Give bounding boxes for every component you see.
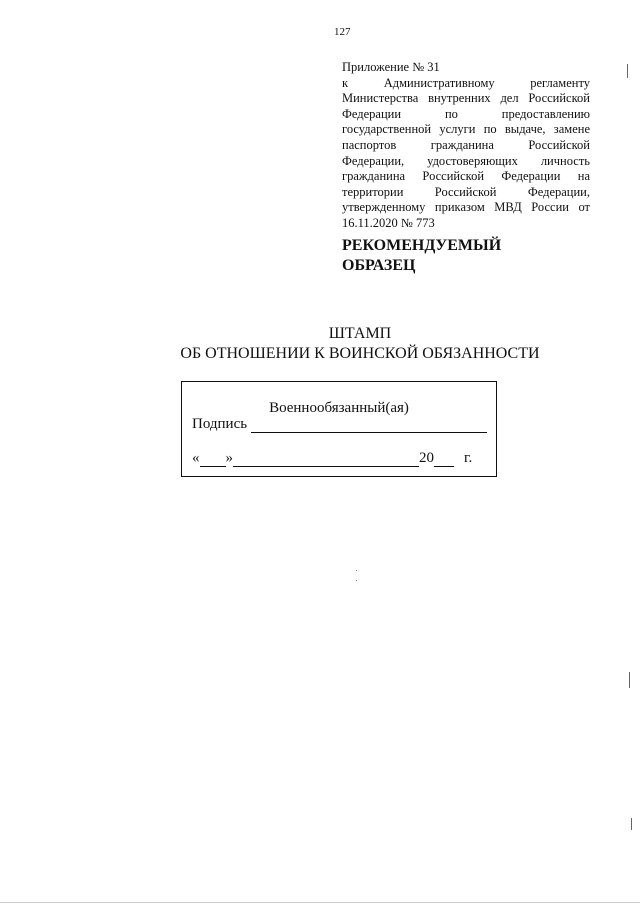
- stamp-heading-line-2: ОБ ОТНОШЕНИИ К ВОИНСКОЙ ОБЯЗАННОСТИ: [180, 345, 540, 362]
- recommended-line-1: РЕКОМЕНДУЕМЫЙ: [342, 237, 502, 254]
- date-row: [192, 450, 472, 467]
- recommended-sample-label: [342, 236, 542, 276]
- month-line: [233, 452, 419, 467]
- year-prefix: 20: [419, 450, 434, 466]
- signature-label: Подпись: [192, 416, 248, 432]
- quote-close: »: [225, 450, 233, 466]
- scan-bottom-edge: [0, 902, 640, 903]
- stamp-heading: [120, 324, 600, 364]
- year-suffix: г.: [464, 450, 473, 466]
- quote-open: «: [192, 450, 200, 466]
- scan-edge-mark: [629, 672, 630, 688]
- stamp-heading-line-1: ШТАМП: [328, 325, 392, 342]
- appendix-body: к Административному регламенту Министерства внутренних дел Российской Федерации по предоставлению государственной услуги по выдаче, замене паспортов гражданина Российской Федерации, удостоверяющих личность гражданина Российской Федерации на территории Российской Федерации, утвержденному приказом МВД России от 16.11.2020 № 773: [342, 75, 590, 230]
- recommended-line-2: ОБРАЗЕЦ: [342, 257, 416, 274]
- signature-row: [192, 416, 487, 433]
- military-status-text: Военнообязанный(ая): [269, 400, 409, 416]
- scan-speck: [356, 570, 357, 571]
- scan-speck: [356, 580, 357, 581]
- appendix-block: [342, 60, 590, 232]
- signature-line: [251, 418, 487, 433]
- stamp-box: [181, 381, 497, 477]
- year-line: [434, 452, 454, 467]
- appendix-title: Приложение № 31: [342, 60, 440, 74]
- day-line: [200, 452, 226, 467]
- scan-edge-mark: [631, 818, 632, 830]
- scan-edge-mark: [627, 64, 628, 78]
- page-number: 127: [334, 26, 351, 38]
